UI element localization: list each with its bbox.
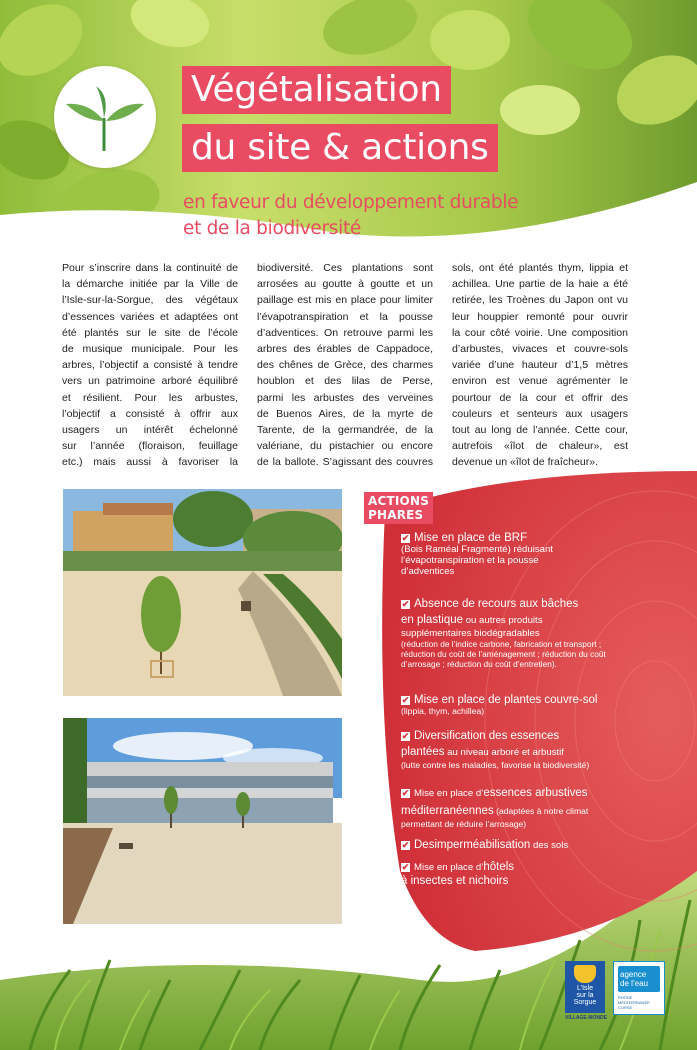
page-title-line-1: Végétalisation xyxy=(182,66,451,114)
body-text-line: arbres, l’objectif a consisté à tendre xyxy=(62,359,238,372)
body-text-line: d’arbustes, vivaces et couvre-sols xyxy=(452,343,628,356)
logo-tagline: VILLAGE-MONDE xyxy=(565,1015,607,1021)
body-text-line: vers un patrimoine arboré équilibré xyxy=(62,375,238,388)
body-text-line: devenue un «îlot de fraîcheur». xyxy=(452,456,599,469)
body-text-line: été plantés sur le site de l’école xyxy=(62,326,238,339)
action-detail: supplémentaires biodégradables xyxy=(401,628,540,639)
body-text-line: et résilient. Pour les arbustes, xyxy=(62,391,238,404)
logo-text: agence xyxy=(620,970,647,979)
action-title: hôtels xyxy=(483,861,515,873)
action-title-cont: méditerranéennes xyxy=(401,805,494,817)
body-text-line: environ est venue agrémenter le xyxy=(452,375,628,388)
action-detail: d’adventices xyxy=(401,566,455,577)
body-text-line: d’essences variées et adaptées ont xyxy=(62,310,238,323)
logo-text: Sorgue xyxy=(573,999,597,1006)
body-text-line: la cour côté voirie. Une composition xyxy=(452,326,628,339)
action-detail: (lippia, thym, achillea) xyxy=(401,706,485,716)
action-item-mediterraneennes xyxy=(401,783,588,829)
action-item-diversification xyxy=(401,730,589,770)
action-title-cont: à insectes et nichoirs xyxy=(401,875,509,887)
courtyard-photo-1 xyxy=(63,489,342,696)
sprout-icon xyxy=(54,66,156,168)
action-item-couvre-sol xyxy=(401,694,597,716)
action-detail: permettant de réduire l’arrosage) xyxy=(401,819,527,829)
body-text-line: couleurs et senteurs aux usagers xyxy=(452,407,628,420)
sprout-logo xyxy=(54,66,156,168)
body-text-line: arbres des érables de Cappadoce, xyxy=(257,343,433,356)
action-title-cont: en plastique xyxy=(401,614,464,626)
actions-heading-line-2: PHARES xyxy=(368,508,424,522)
page-title-line-2: du site & actions xyxy=(182,124,498,172)
body-text-line: tout au long de l’année. Cette cour, xyxy=(452,424,628,437)
action-item-hotels xyxy=(401,857,514,887)
action-title: essences arbustives xyxy=(483,787,588,799)
action-detail: au niveau arboré et arbustif xyxy=(444,747,564,758)
action-title: Mise en place de BRF xyxy=(414,532,528,544)
body-text-line: paillage est mis en place pour limiter xyxy=(257,294,433,307)
body-column-3 xyxy=(452,260,628,471)
action-item-plastique xyxy=(401,598,606,669)
action-item-desimpermeabilisation xyxy=(401,835,568,853)
body-text-line: parmi les arbustes des verveines xyxy=(257,391,433,404)
action-title: Mise en place de plantes couvre-sol xyxy=(414,694,598,706)
body-text-line: des chênes de Grèce, des charmes xyxy=(257,359,433,372)
actions-heading-line-1: ACTIONS xyxy=(368,494,430,508)
actions-heading xyxy=(364,492,433,524)
body-text-line: sols, ont été plantés thym, lippia et xyxy=(452,262,628,274)
isle-sur-la-sorgue-logo xyxy=(565,961,607,1021)
checkbox-icon: ✔ xyxy=(401,862,410,872)
body-text-line: de la ballote. S’agissant des couvres xyxy=(257,456,433,469)
crest-icon xyxy=(574,965,596,983)
checkbox-icon: ✔ xyxy=(401,788,410,798)
body-text-line: sur l’année (floraison, feuillage xyxy=(62,440,238,453)
body-text-line: achillea. Une partie de la haie a été xyxy=(452,278,628,291)
action-detail: l’évapotranspiration et la pousse xyxy=(401,555,539,566)
logo-subtext: RHÔNE MÉDITERRANÉE CORSE xyxy=(618,995,650,1010)
body-text-line: houblon et des lilas de Perse, xyxy=(257,375,433,388)
body-text-line: arrosées au goutte à goutte et un xyxy=(257,278,433,291)
action-detail: ou autres produits xyxy=(463,615,543,626)
action-detail: des sols xyxy=(530,840,569,851)
action-detail: réduction du coût de l’aménagement ; réduction du coût xyxy=(401,649,606,659)
action-title-cont: plantées xyxy=(401,746,445,758)
body-column-2 xyxy=(257,260,433,471)
logo-text: L’Isle xyxy=(577,985,593,992)
body-text-line: de Buenos Aires, de la myrte de xyxy=(257,407,433,420)
body-text-line: leur houppier remonté pour ouvrir xyxy=(452,310,628,323)
subtitle-line-1: en faveur du développement durable xyxy=(183,192,519,213)
body-text-line: l’Isle-sur-la-Sorgue, des végétaux xyxy=(62,294,238,307)
checkbox-icon: ✔ xyxy=(401,599,410,609)
logo-text-block xyxy=(618,966,660,992)
body-text-line: la démarche initiée par la Ville de xyxy=(62,278,238,291)
action-detail: (réduction de l’indice carbone, fabrication et transport ; xyxy=(401,639,602,649)
body-text-line: pourtour de la cour et offrir des xyxy=(452,391,628,404)
action-title-prefix: Mise en place d’ xyxy=(414,862,484,873)
body-text-line: d’adventices. On retrouve parmi les xyxy=(257,326,433,339)
body-text-line: retirée, les Troènes du Japon ont vu xyxy=(452,294,628,307)
action-detail: (lutte contre les maladies, favorise la biodiversité) xyxy=(401,760,590,770)
action-title: Desimperméabilisation xyxy=(414,839,531,851)
body-text-line: l’évapotranspiration et la pousse xyxy=(257,310,433,323)
action-detail: (adaptées à notre climat xyxy=(493,806,589,816)
logo-text: de l’eau xyxy=(620,979,649,988)
checkbox-icon: ✔ xyxy=(401,840,410,850)
action-detail: (Bois Raméal Fragmenté) réduisant xyxy=(401,544,553,555)
body-text-line: usagers un intérêt échelonné xyxy=(62,424,238,437)
action-title-prefix: Mise en place d’ xyxy=(414,788,484,799)
checkbox-icon: ✔ xyxy=(401,695,410,705)
body-text-line: variée d’une hauteur d’1,5 mètres xyxy=(452,359,628,372)
body-text-line: valériane, du pistachier ou encore xyxy=(257,440,433,453)
body-text-line: l’objectif a consisté à offrir aux xyxy=(62,407,238,420)
action-title: Diversification des essences xyxy=(414,730,560,742)
action-detail: d’arrosage ; réduction du coût d’entretien). xyxy=(401,659,557,669)
body-text-line: autrefois «îlot de chaleur», est xyxy=(452,440,628,453)
action-title: Absence de recours aux bâches xyxy=(414,598,579,610)
courtyard-photo-2 xyxy=(63,718,342,924)
agence-de-l-eau-logo xyxy=(613,961,665,1015)
body-text-line: etc.) mais aussi à favoriser la xyxy=(62,456,238,469)
checkbox-icon: ✔ xyxy=(401,533,410,543)
logo-text: sur la xyxy=(576,992,594,999)
body-column-1 xyxy=(62,260,238,471)
body-text-line: Pour s’inscrire dans la continuité de xyxy=(62,262,238,274)
action-item-brf xyxy=(401,532,553,577)
body-text-line: de musique municipale. Pour les xyxy=(62,343,238,356)
body-text-line: biodiversité. Ces plantations sont xyxy=(257,262,433,274)
checkbox-icon: ✔ xyxy=(401,731,410,741)
body-text-line: Tarente, de la germandrée, de la xyxy=(257,424,433,437)
subtitle-line-2: et de la biodiversité xyxy=(183,218,362,239)
